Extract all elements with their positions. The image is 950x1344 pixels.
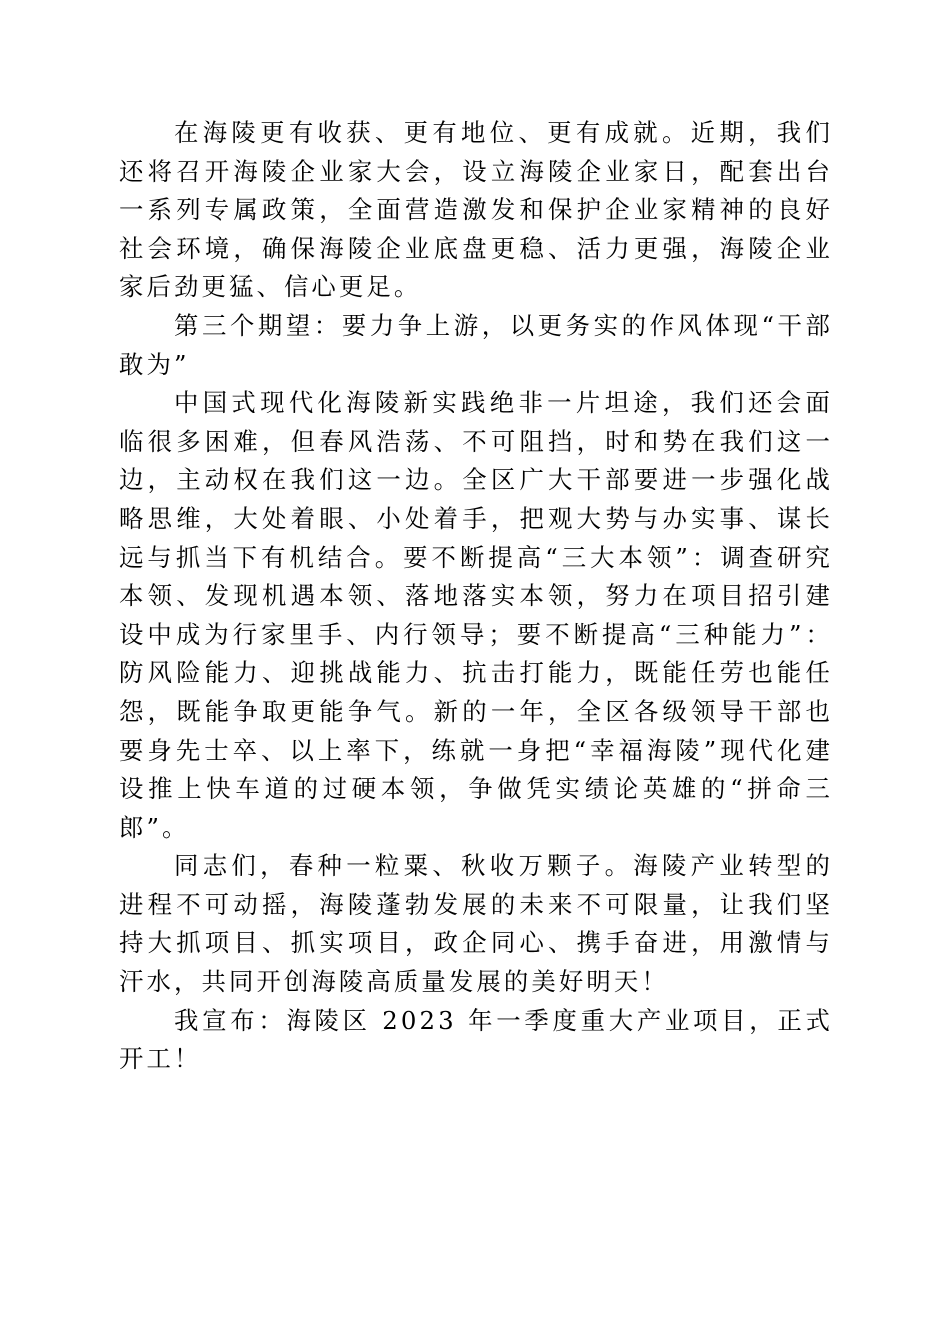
paragraph-third-expectation-heading: 第三个期望：要力争上游，以更务实的作风体现“干部敢为” (119, 310, 833, 379)
paragraph-announcement: 我宣布：海陵区 2023 年一季度重大产业项目，正式开工！ (119, 1005, 833, 1074)
paragraph-cadres: 中国式现代化海陵新实践绝非一片坦途，我们还会面临很多困难，但春风浩荡、不可阻挡，时和势在我们这一边，主动权在我们这一边。全区广大干部要进一步强化战略思维，大处着眼、小处着手，把观大势与办实事、谋长远与抓当下有机结合。要不断提高“三大本领”：调查研究本领、发现机遇本领、落地落实本领，努力在项目招引建设中成为行家里手、内行领导；要不断提高“三种能力”：防风险能力、迎挑战能力、抗击打能力，既能任劳也能任怨，既能争取更能争气。新的一年，全区各级领导干部也要身先士卒、以上率下，练就一身把“幸福海陵”现代化建设推上快车道的过硬本领，争做凭实绩论英雄的“拼命三郎”。 (119, 388, 833, 842)
document-body (119, 114, 833, 1079)
paragraph-entrepreneurs: 在海陵更有收获、更有地位、更有成就。近期，我们还将召开海陵企业家大会，设立海陵企业家日，配套出台一系列专属政策，全面营造激发和保护企业家精神的良好社会环境，确保海陵企业底盘更稳、活力更强，海陵企业家后劲更猛、信心更足。 (119, 118, 833, 302)
paragraph-comrades: 同志们，春种一粒粟、秋收万颗子。海陵产业转型的进程不可动摇，海陵蓬勃发展的未来不可限量，让我们坚持大抓项目、抓实项目，政企同心、携手奋进，用激情与汗水，共同开创海陵高质量发展的美好明天！ (119, 851, 833, 997)
